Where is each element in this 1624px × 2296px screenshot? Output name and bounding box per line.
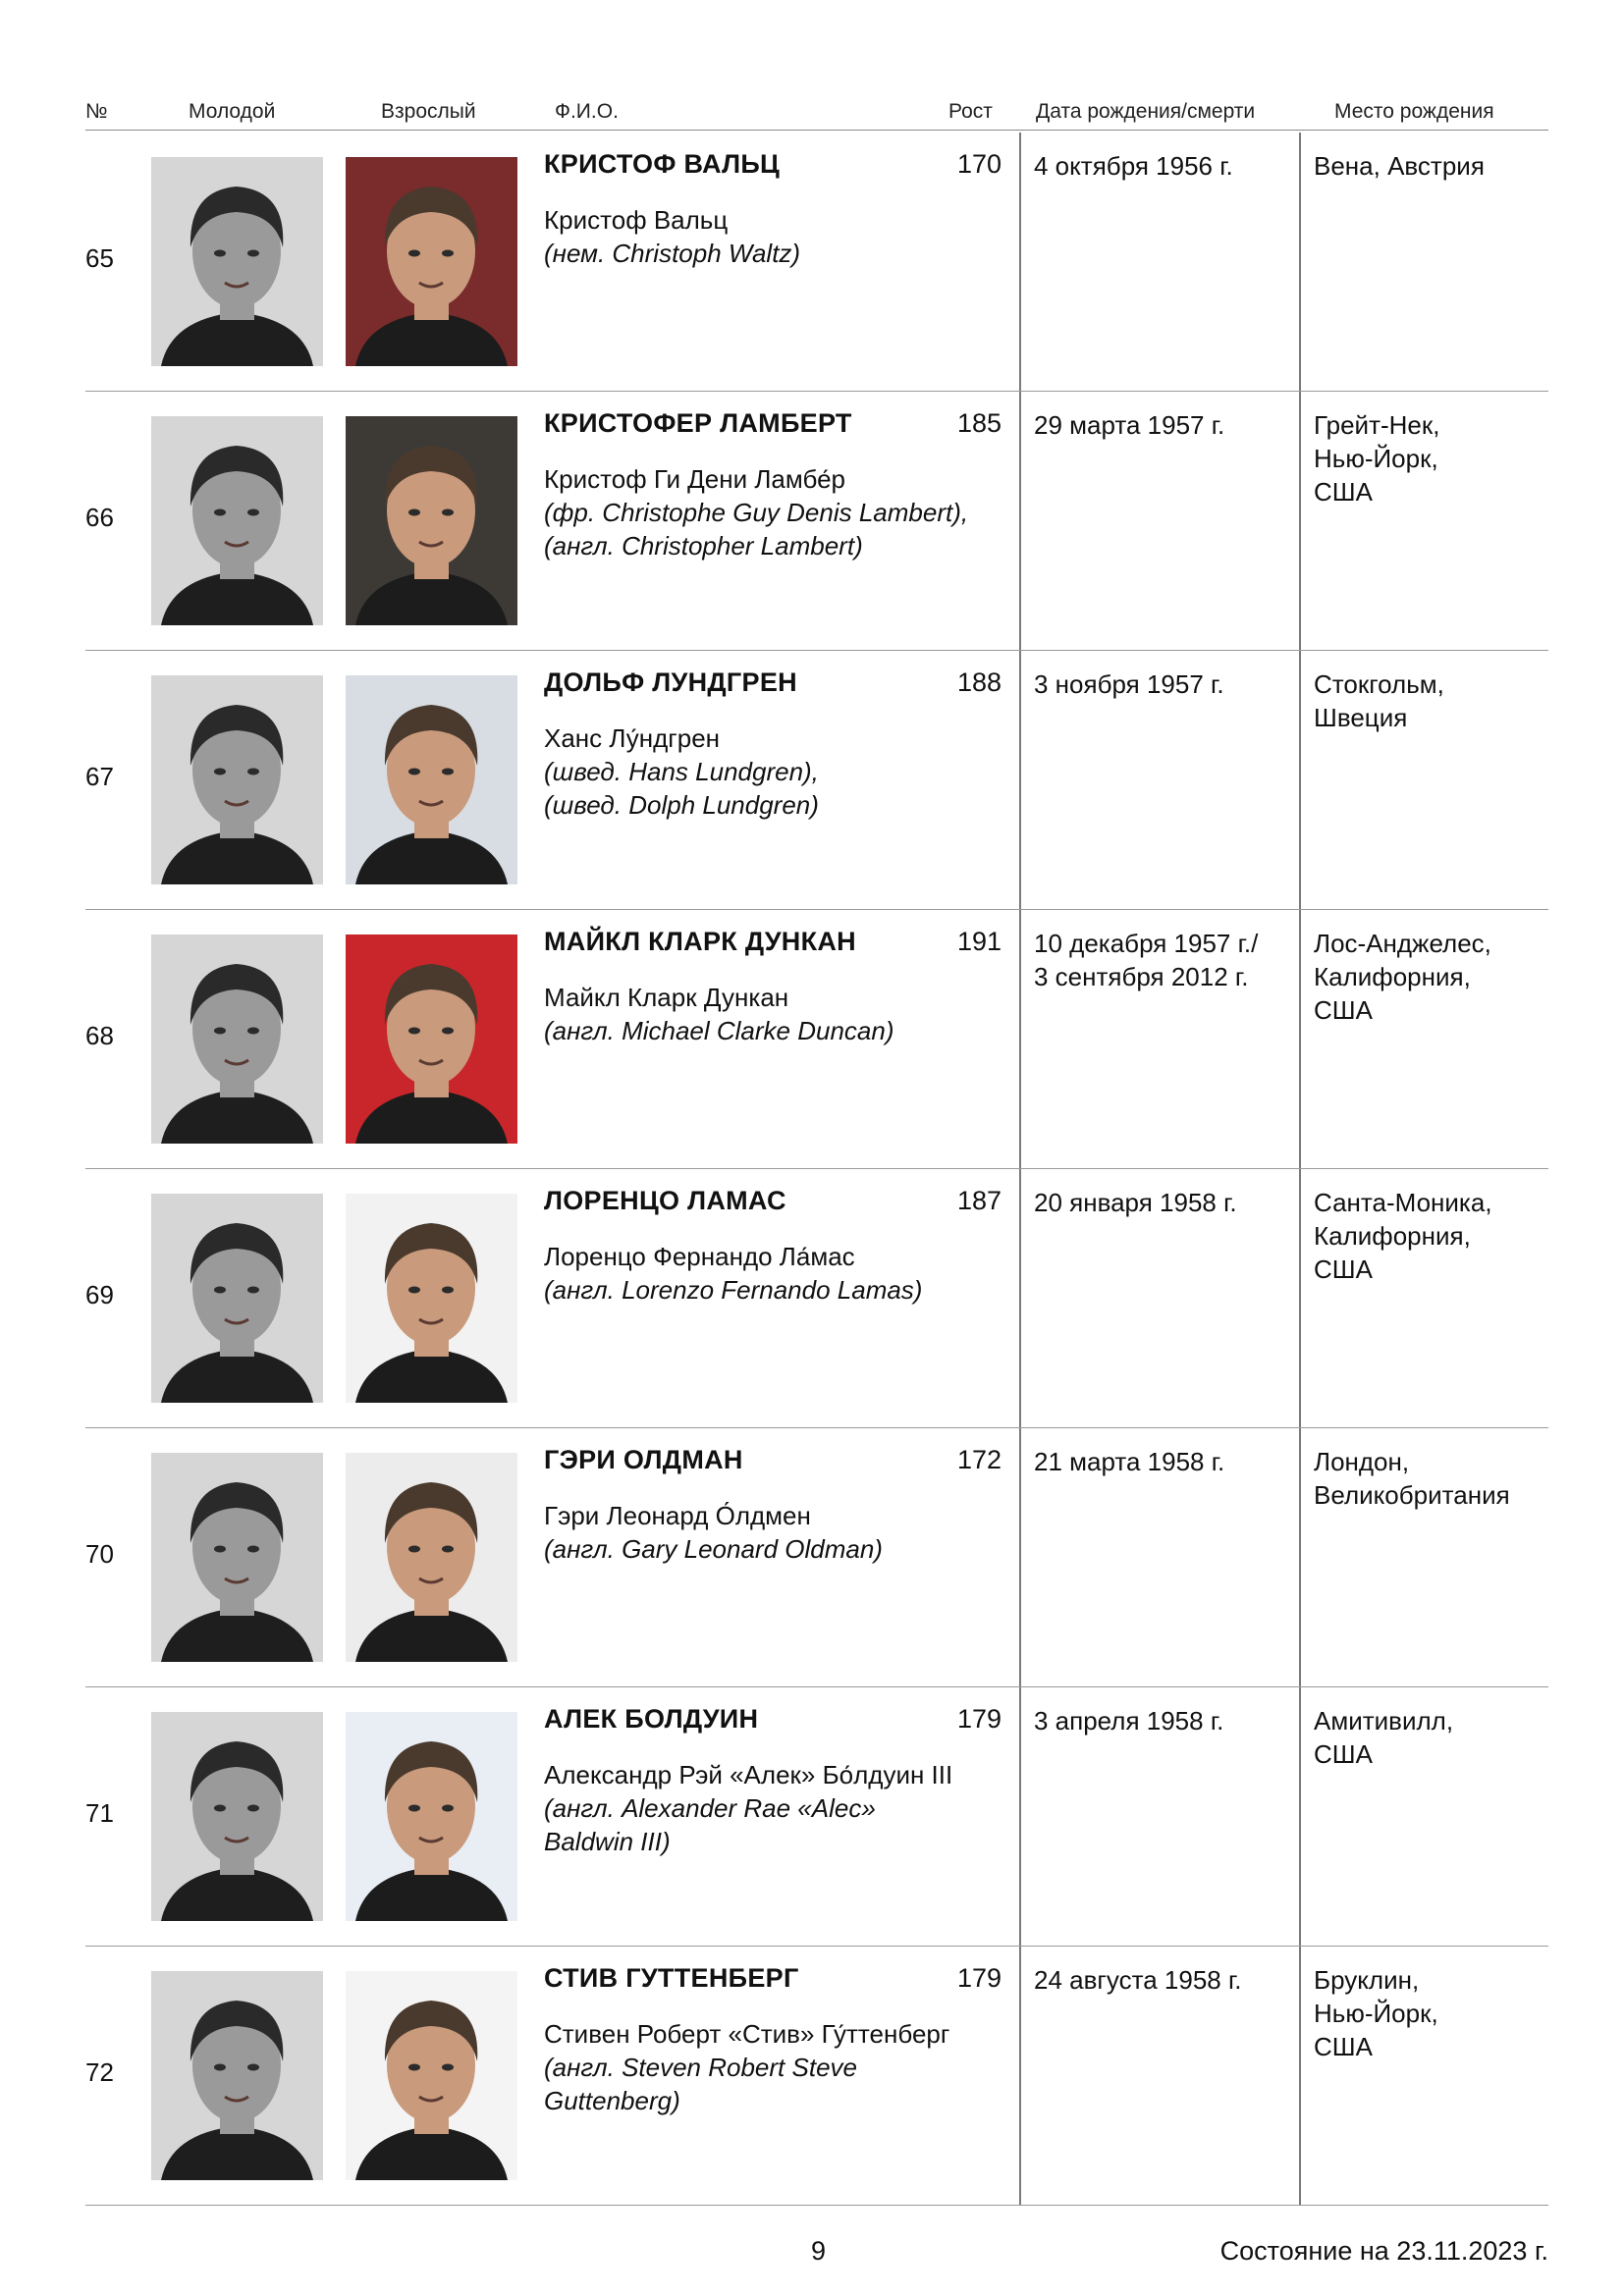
actor-height: 170 xyxy=(957,149,1002,179)
full-name-block xyxy=(544,462,1015,562)
birthplace: Грейт-Нек, Нью-Йорк, США xyxy=(1314,410,1440,507)
full-name-block xyxy=(544,981,1015,1047)
full-name-russian: Майкл Кларк Дункан xyxy=(544,983,789,1012)
actor-name: КРИСТОФ ВАЛЬЦ xyxy=(544,149,781,179)
page-number: 9 xyxy=(811,2236,827,2266)
full-name-block xyxy=(544,721,1015,822)
full-name-russian: Стивен Роберт «Стив» Гу́ттенберг xyxy=(544,2019,950,2049)
birthplace: Санта-Моника, Калифорния, США xyxy=(1314,1188,1492,1284)
row-number: 66 xyxy=(85,503,114,532)
adult-photo xyxy=(346,1712,517,1921)
full-name-russian: Лоренцо Фернандо Ла́мас xyxy=(544,1242,855,1271)
status-date: Состояние на 23.11.2023 г. xyxy=(1219,2236,1548,2266)
full-name-russian: Александр Рэй «Алек» Бо́лдуин III xyxy=(544,1760,953,1789)
column-divider xyxy=(1019,1687,1021,1946)
adult-photo xyxy=(346,1453,517,1662)
table-row xyxy=(85,1947,1548,2206)
actors-table xyxy=(85,133,1548,2206)
row-number: 65 xyxy=(85,243,114,273)
birthplace: Амитивилл, США xyxy=(1314,1706,1454,1769)
column-divider xyxy=(1299,133,1301,391)
young-photo xyxy=(151,934,323,1144)
column-divider xyxy=(1019,392,1021,650)
birthplace: Стокгольм, Швеция xyxy=(1314,669,1444,732)
birth-death-dates: 21 марта 1958 г. xyxy=(1034,1447,1225,1476)
full-name-original: (англ. Gary Leonard Oldman) xyxy=(544,1534,883,1564)
actor-name: АЛЕК БОЛДУИН xyxy=(544,1704,759,1734)
actor-height: 179 xyxy=(957,1704,1002,1734)
column-divider xyxy=(1019,651,1021,909)
actor-height: 188 xyxy=(957,667,1002,697)
birth-death-dates: 29 марта 1957 г. xyxy=(1034,410,1225,440)
young-photo xyxy=(151,675,323,884)
birthplace: Лондон, Великобритания xyxy=(1314,1447,1510,1510)
row-number: 72 xyxy=(85,2057,114,2087)
birth-death-dates: 4 октября 1956 г. xyxy=(1034,151,1233,181)
header-number: № xyxy=(85,100,108,123)
column-divider xyxy=(1019,910,1021,1168)
birth-death-dates: 10 декабря 1957 г./ 3 сентября 2012 г. xyxy=(1034,929,1259,991)
birth-death-dates: 20 января 1958 г. xyxy=(1034,1188,1237,1217)
actor-name: ДОЛЬФ ЛУНДГРЕН xyxy=(544,667,797,697)
young-photo xyxy=(151,1453,323,1662)
table-row xyxy=(85,1687,1548,1947)
full-name-original: (швед. Hans Lundgren), (швед. Dolph Lundgren) xyxy=(544,757,819,820)
column-divider xyxy=(1019,1428,1021,1686)
actor-name: КРИСТОФЕР ЛАМБЕРТ xyxy=(544,408,852,438)
birthplace: Бруклин, Нью-Йорк, США xyxy=(1314,1965,1438,2061)
adult-photo xyxy=(346,934,517,1144)
full-name-original: (англ. Steven Robert Steve Guttenberg) xyxy=(544,2053,857,2115)
row-number: 69 xyxy=(85,1280,114,1309)
full-name-original: (англ. Alexander Rae «Alec» Baldwin III) xyxy=(544,1793,876,1856)
row-number: 71 xyxy=(85,1798,114,1828)
adult-photo xyxy=(346,1971,517,2180)
row-number: 68 xyxy=(85,1021,114,1050)
full-name-block xyxy=(544,1499,1015,1566)
birth-death-dates: 3 апреля 1958 г. xyxy=(1034,1706,1224,1735)
birthplace: Вена, Австрия xyxy=(1314,151,1485,181)
column-divider xyxy=(1019,133,1021,391)
adult-photo xyxy=(346,675,517,884)
adult-photo xyxy=(346,416,517,625)
full-name-russian: Ханс Лу́ндгрен xyxy=(544,723,721,753)
header-dates: Дата рождения/смерти xyxy=(1036,100,1256,123)
table-row xyxy=(85,392,1548,651)
full-name-block xyxy=(544,1758,1015,1858)
actor-height: 187 xyxy=(957,1186,1002,1215)
header-full-name: Ф.И.О. xyxy=(555,100,619,123)
column-divider xyxy=(1299,910,1301,1168)
column-divider xyxy=(1019,1947,1021,2205)
full-name-russian: Гэри Леонард О́лдмен xyxy=(544,1501,811,1530)
actor-name: МАЙКЛ КЛАРК ДУНКАН xyxy=(544,927,856,956)
header-birthplace: Место рождения xyxy=(1334,100,1494,123)
table-row xyxy=(85,133,1548,392)
table-row xyxy=(85,910,1548,1169)
young-photo xyxy=(151,1194,323,1403)
full-name-block xyxy=(544,203,1015,270)
full-name-russian: Кристоф Вальц xyxy=(544,205,729,235)
birth-death-dates: 24 августа 1958 г. xyxy=(1034,1965,1242,1995)
actor-name: ГЭРИ ОЛДМАН xyxy=(544,1445,743,1474)
full-name-original: (фр. Christophe Guy Denis Lambert), (англ. Christopher Lambert) xyxy=(544,498,969,561)
column-divider xyxy=(1299,1947,1301,2205)
young-photo xyxy=(151,1712,323,1921)
full-name-original: (англ. Michael Clarke Duncan) xyxy=(544,1016,894,1045)
column-headers xyxy=(85,98,1548,131)
actor-height: 172 xyxy=(957,1445,1002,1474)
adult-photo xyxy=(346,1194,517,1403)
full-name-block xyxy=(544,1240,1015,1307)
table-row xyxy=(85,651,1548,910)
actor-name: СТИВ ГУТТЕНБЕРГ xyxy=(544,1963,799,1993)
row-number: 67 xyxy=(85,762,114,791)
full-name-block xyxy=(544,2017,1015,2117)
full-name-original: (нем. Christoph Waltz) xyxy=(544,239,801,268)
header-height: Рост xyxy=(948,100,993,123)
actor-height: 185 xyxy=(957,408,1002,438)
header-adult: Взрослый xyxy=(381,100,476,123)
column-divider xyxy=(1019,1169,1021,1427)
actor-height: 191 xyxy=(957,927,1002,956)
column-divider xyxy=(1299,392,1301,650)
young-photo xyxy=(151,1971,323,2180)
full-name-original: (англ. Lorenzo Fernando Lamas) xyxy=(544,1275,923,1305)
header-young: Молодой xyxy=(189,100,276,123)
actor-name: ЛОРЕНЦО ЛАМАС xyxy=(544,1186,786,1215)
young-photo xyxy=(151,157,323,366)
table-row xyxy=(85,1428,1548,1687)
column-divider xyxy=(1299,1428,1301,1686)
adult-photo xyxy=(346,157,517,366)
young-photo xyxy=(151,416,323,625)
birth-death-dates: 3 ноября 1957 г. xyxy=(1034,669,1224,699)
full-name-russian: Кристоф Ги Дени Ламбе́р xyxy=(544,464,845,494)
column-divider xyxy=(1299,651,1301,909)
table-row xyxy=(85,1169,1548,1428)
column-divider xyxy=(1299,1169,1301,1427)
column-divider xyxy=(1299,1687,1301,1946)
actor-height: 179 xyxy=(957,1963,1002,1993)
row-number: 70 xyxy=(85,1539,114,1569)
birthplace: Лос-Анджелес, Калифорния, США xyxy=(1314,929,1491,1025)
